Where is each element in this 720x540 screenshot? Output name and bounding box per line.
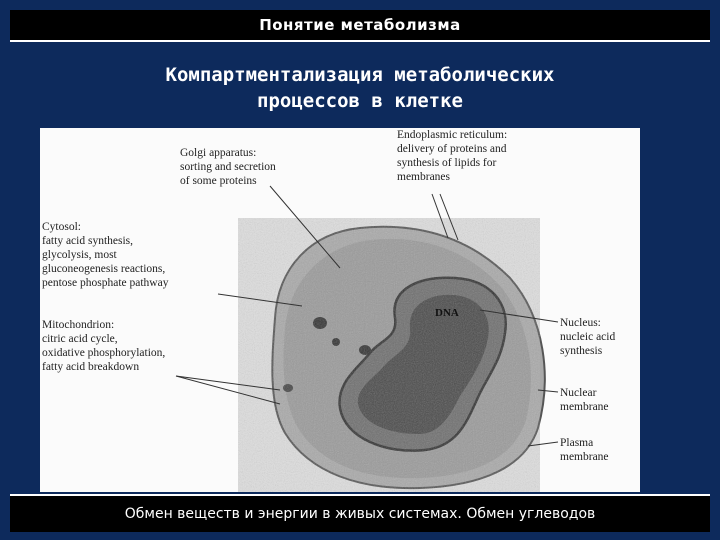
cytosol-label <box>42 220 168 290</box>
cell-micrograph <box>40 128 640 492</box>
er-label-line: synthesis of lipids for <box>397 157 497 169</box>
golgi-label-line: of some proteins <box>180 175 257 187</box>
slide-title-line-2: процессов в клетке <box>257 90 463 112</box>
cytosol-label-line: glycolysis, most <box>42 249 117 261</box>
nuclear-membrane-label-line: membrane <box>560 401 609 413</box>
plasma-membrane-label-line: Plasma <box>560 437 594 449</box>
footer-text: Обмен веществ и энергии в живых системах. Обмен углеводов <box>124 506 596 522</box>
golgi-label-line: Golgi apparatus: <box>180 147 257 159</box>
er-label-line: membranes <box>397 171 451 183</box>
mito-label-line: citric acid cycle, <box>42 333 118 345</box>
nucleus-label <box>560 316 615 358</box>
header-bar <box>10 10 710 42</box>
plasma-membrane-label-line: membrane <box>560 451 609 463</box>
nuclear-membrane-label-line: Nuclear <box>560 387 597 399</box>
mito-label-line: fatty acid breakdown <box>42 361 140 373</box>
er-label-line: delivery of proteins and <box>397 143 507 155</box>
slide-title-line-1: Компартментализация метаболических <box>165 64 555 86</box>
cytosol-label-line: fatty acid synthesis, <box>42 235 134 247</box>
mito-label-line: Mitochondrion: <box>42 319 115 331</box>
micrograph-grain <box>238 218 540 492</box>
cytosol-label-line: gluconeogenesis reactions, <box>42 263 166 275</box>
mitochondrion-label <box>42 318 165 374</box>
golgi-label-line: sorting and secretion <box>180 161 276 173</box>
golgi-label <box>180 146 276 188</box>
plasma-membrane-label <box>560 436 609 464</box>
cell-micrograph-figure <box>40 128 640 492</box>
slide-title <box>20 62 700 114</box>
nucleus-label-line: nucleic acid <box>560 331 616 343</box>
nucleus-label-line: synthesis <box>560 345 603 357</box>
nucleus-label-line: Nucleus: <box>560 317 601 329</box>
nuclear-membrane-label <box>560 386 609 414</box>
mito-label-line: oxidative phosphorylation, <box>42 347 166 359</box>
dna-label: DNA <box>435 307 459 319</box>
header-title: Понятие метаболизма <box>259 16 461 34</box>
er-label <box>397 128 507 184</box>
cytosol-label-line: Cytosol: <box>42 221 81 233</box>
footer-bar <box>10 494 710 532</box>
er-label-line: Endoplasmic reticulum: <box>397 129 508 141</box>
cytosol-label-line: pentose phosphate pathway <box>42 277 169 289</box>
